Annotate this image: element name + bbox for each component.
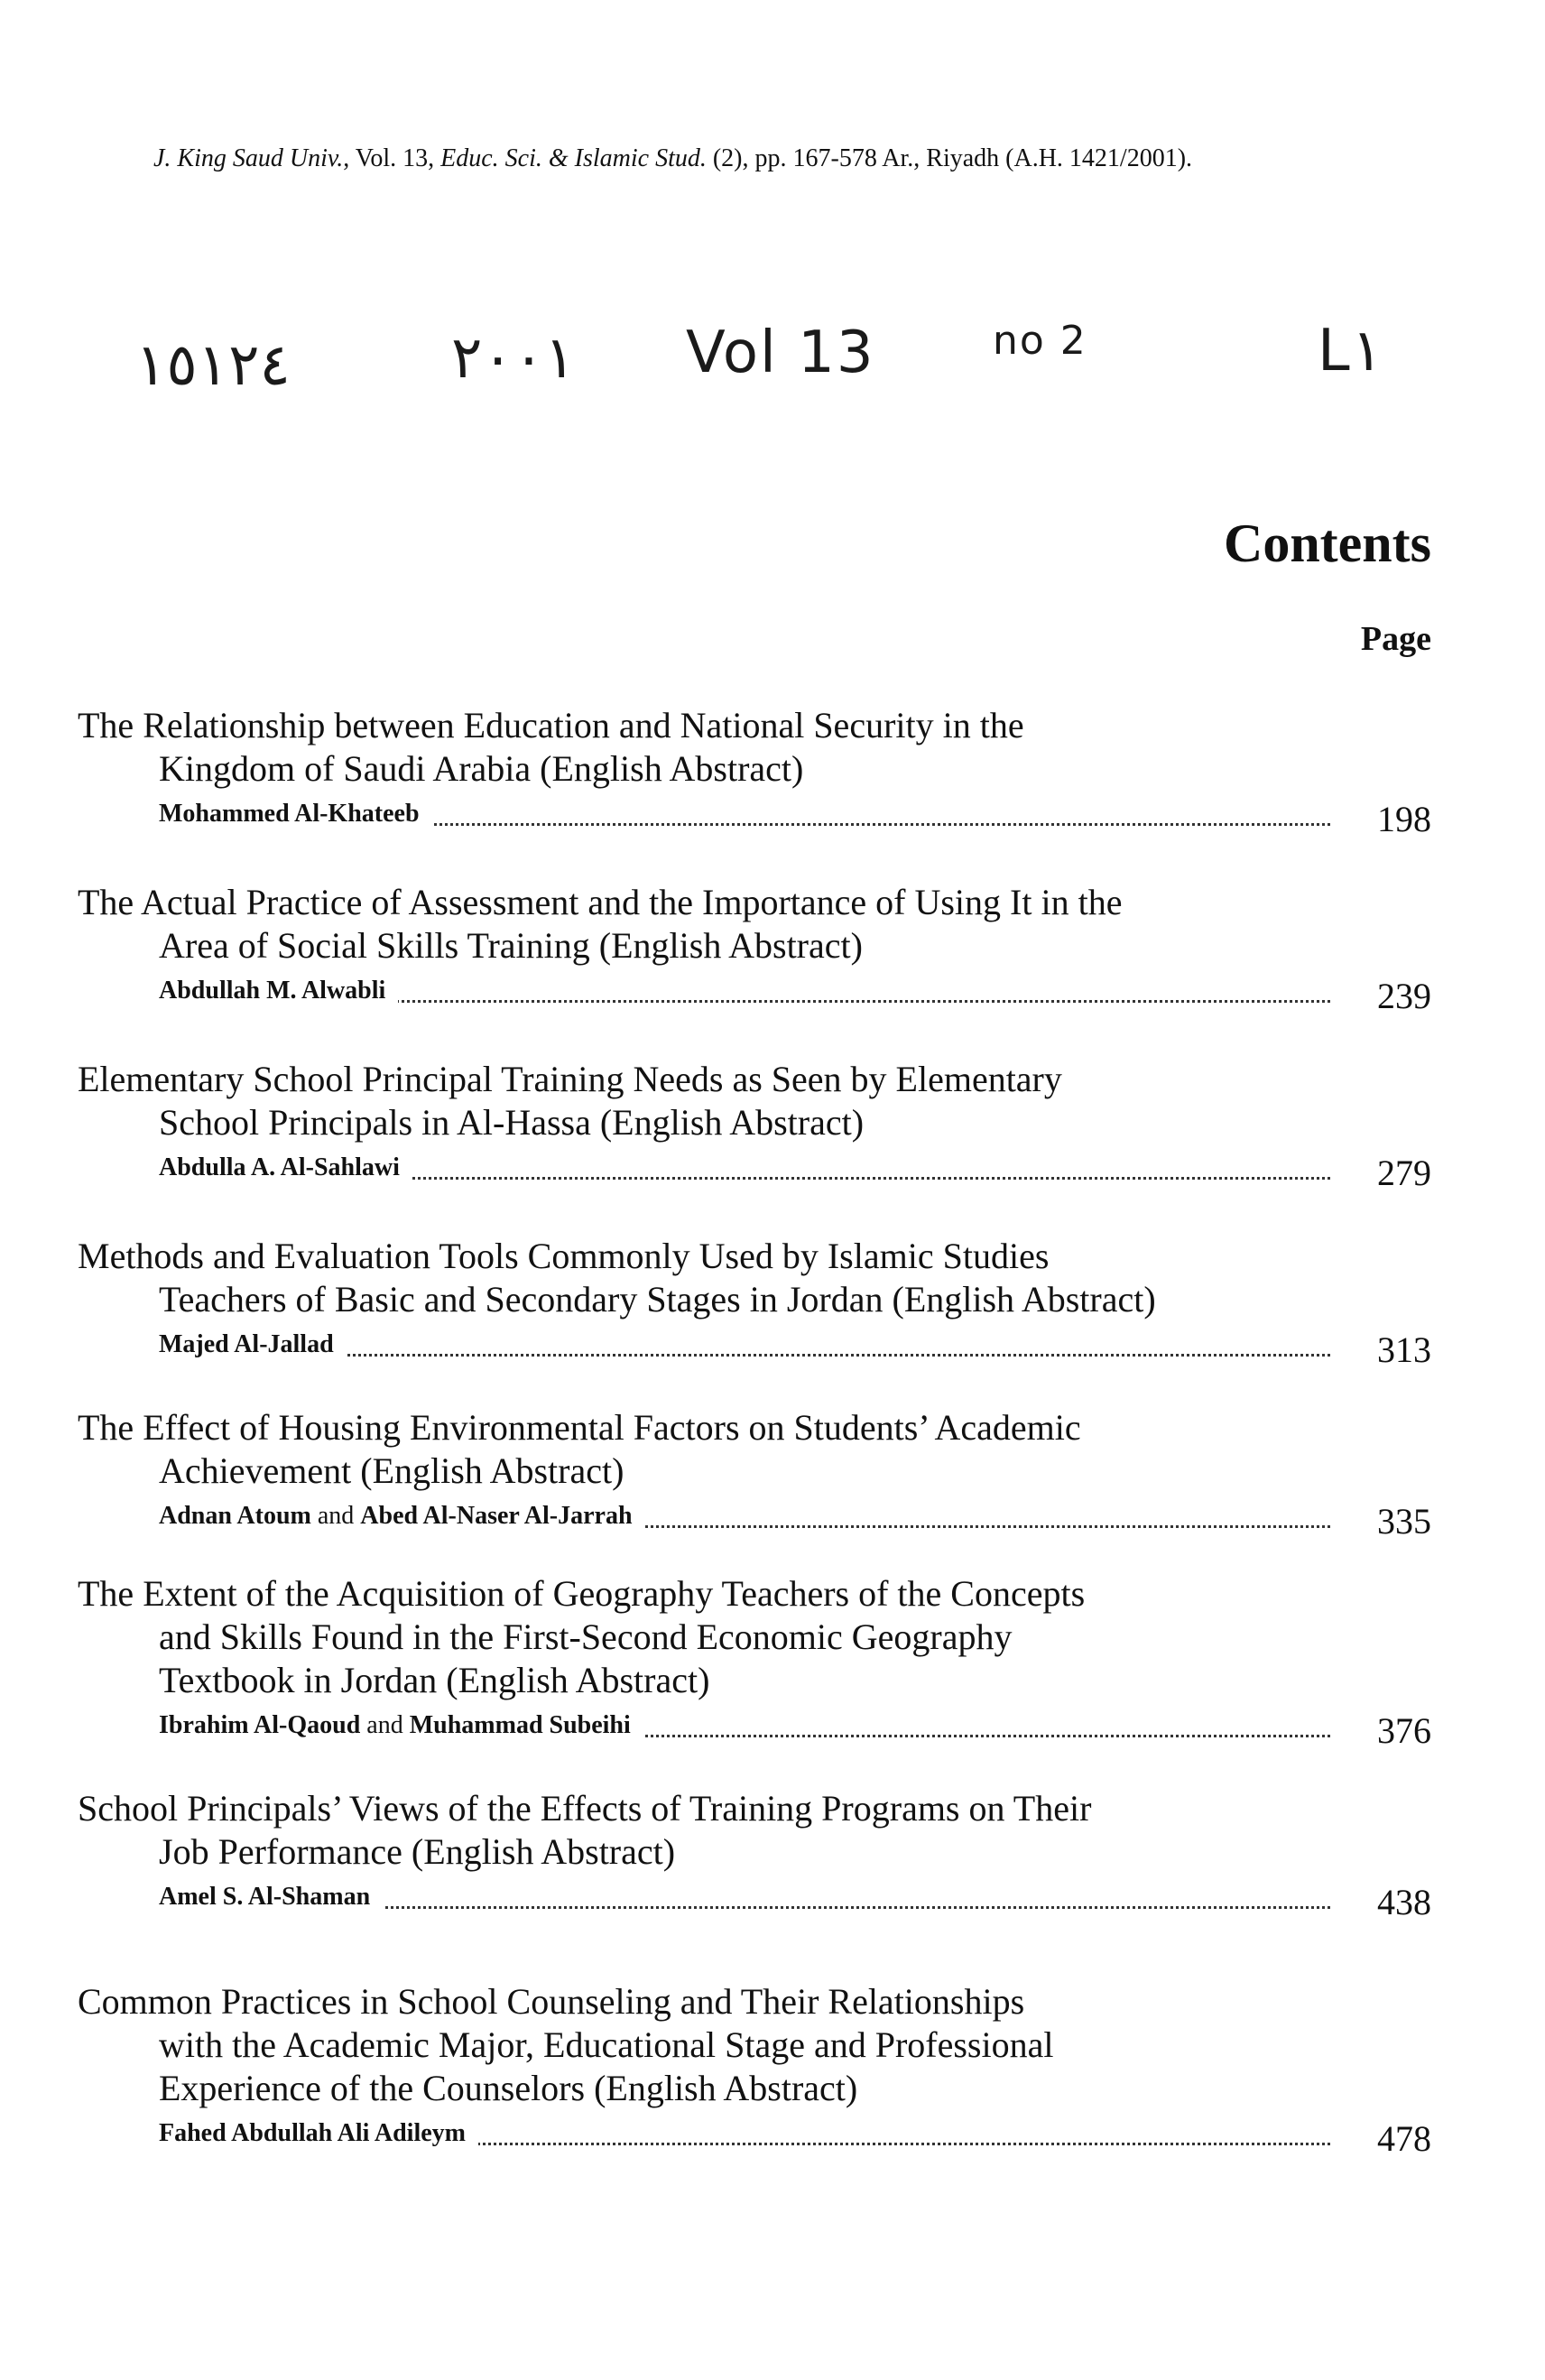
handwritten-note: Vol 13 [686,319,875,386]
toc-entry-title-line: School Principals in Al-Hassa (English Abstract) [159,1102,865,1143]
author-name: Abed Al-Naser Al-Jarrah [360,1502,633,1530]
toc-entry-title-line: The Relationship between Education and National Security in the [78,705,1024,745]
toc-entry-authors [159,1330,347,1359]
toc-entry-title-line: Elementary School Principal Training Needs as Seen by Elementary [78,1059,1062,1099]
toc-entry-author-line [78,1496,1431,1542]
toc-entry [78,1572,1431,1751]
author-name: Ibrahim Al-Qaoud [159,1711,361,1739]
toc-entry-title-line: Experience of the Counselors (English Abstract) [159,2068,858,2108]
toc-entry-title-line: Methods and Evaluation Tools Commonly Used by Islamic Studies [78,1236,1050,1276]
toc-entry-title-line: Common Practices in School Counseling and Their Relationships [78,1981,1025,2022]
toc-entry [78,881,1431,1016]
toc-entry-title-line: School Principals’ Views of the Effects of Training Programs on Their [78,1788,1092,1829]
toc-entry-page-number: 198 [1377,799,1431,839]
toc-entry-page-number: 313 [1377,1329,1431,1370]
toc-entry-author-line [78,1877,1431,1922]
toc-entry-author-line [78,971,1431,1016]
toc-entry-authors [159,1711,643,1740]
toc-entry-authors [159,977,398,1005]
handwritten-annotations [0,318,1545,424]
toc-entry [78,1980,1431,2159]
author-name: Majed Al-Jallad [159,1330,334,1358]
toc-entry-title-line: Kingdom of Saudi Arabia (English Abstract) [159,748,804,789]
author-conjunction: and [360,1711,410,1739]
toc-entry-page-number: 438 [1377,1882,1431,1922]
toc-entry-title-line: Textbook in Jordan (English Abstract) [159,1660,710,1700]
journal-issue-pages: (2), pp. 167-578 Ar., Riyadh (A.H. 1421/2001). [706,144,1193,172]
toc-entry-page-number: 335 [1377,1501,1431,1542]
toc-entry-title-line: with the Academic Major, Educational Stage and Professional [159,2024,1054,2065]
toc-entry [78,1058,1431,1193]
toc-entry-page-number: 478 [1377,2118,1431,2159]
author-name: Muhammad Subeihi [409,1711,631,1739]
author-name: Fahed Abdullah Ali Adileym [159,2119,466,2147]
toc-entry-title-line: Teachers of Basic and Secondary Stages in Jordan (English Abstract) [159,1279,1156,1320]
toc-entry-authors [159,1153,412,1182]
journal-section: Educ. Sci. & Islamic Stud. [440,144,707,172]
author-name: Amel S. Al-Shaman [159,1883,371,1911]
toc-entry-authors [159,1502,645,1531]
toc-entry-page-number: 279 [1377,1153,1431,1193]
page-column-label: Page [1360,620,1431,658]
toc-entry-author-line [78,1148,1431,1193]
toc-entry [78,1787,1431,1922]
toc-entry-authors [159,2119,478,2148]
toc-entry [78,704,1431,839]
toc-entry [78,1235,1431,1370]
author-name: Mohammed Al-Khateeb [159,800,420,828]
toc-entry-title-line: The Effect of Housing Environmental Factors on Students’ Academic [78,1407,1081,1448]
toc-entry-author-line [78,1706,1431,1751]
toc-entry-author-line [78,794,1431,839]
toc-entry-title-line: Area of Social Skills Training (English Abstract) [159,925,863,966]
toc-entry [78,1406,1431,1542]
handwritten-note: L١ [1318,318,1383,384]
journal-name: J. King Saud Univ. [153,144,344,172]
author-name: Abdulla A. Al-Sahlawi [159,1153,400,1181]
toc-entry-authors [159,800,432,829]
author-name: Adnan Atoum [159,1502,311,1530]
toc-entry-page-number: 376 [1377,1710,1431,1751]
author-name: Abdullah M. Alwabli [159,977,386,1005]
author-conjunction: and [310,1502,361,1530]
contents-heading: Contents [1223,514,1431,573]
toc-entry-title-line: Achievement (English Abstract) [159,1450,624,1491]
toc-entry-author-line [78,1325,1431,1370]
toc-entry-title-line: The Actual Practice of Assessment and the Importance of Using It in the [78,882,1123,922]
toc-entry-title-line: Job Performance (English Abstract) [159,1831,676,1872]
toc-entry-title-line: The Extent of the Acquisition of Geography Teachers of the Concepts [78,1573,1086,1614]
handwritten-note: ١٥١٢٤ [135,332,291,399]
toc-entry-author-line [78,2114,1431,2159]
handwritten-note: ٢٠٠١ [451,325,576,392]
toc-entry-title-line: and Skills Found in the First-Second Economic Geography [159,1616,1013,1657]
toc-entry-page-number: 239 [1377,976,1431,1016]
journal-header [153,144,1192,173]
toc-entry-authors [159,1883,383,1912]
journal-volume: , Vol. 13, [343,144,441,172]
handwritten-note: no 2 [993,318,1087,364]
